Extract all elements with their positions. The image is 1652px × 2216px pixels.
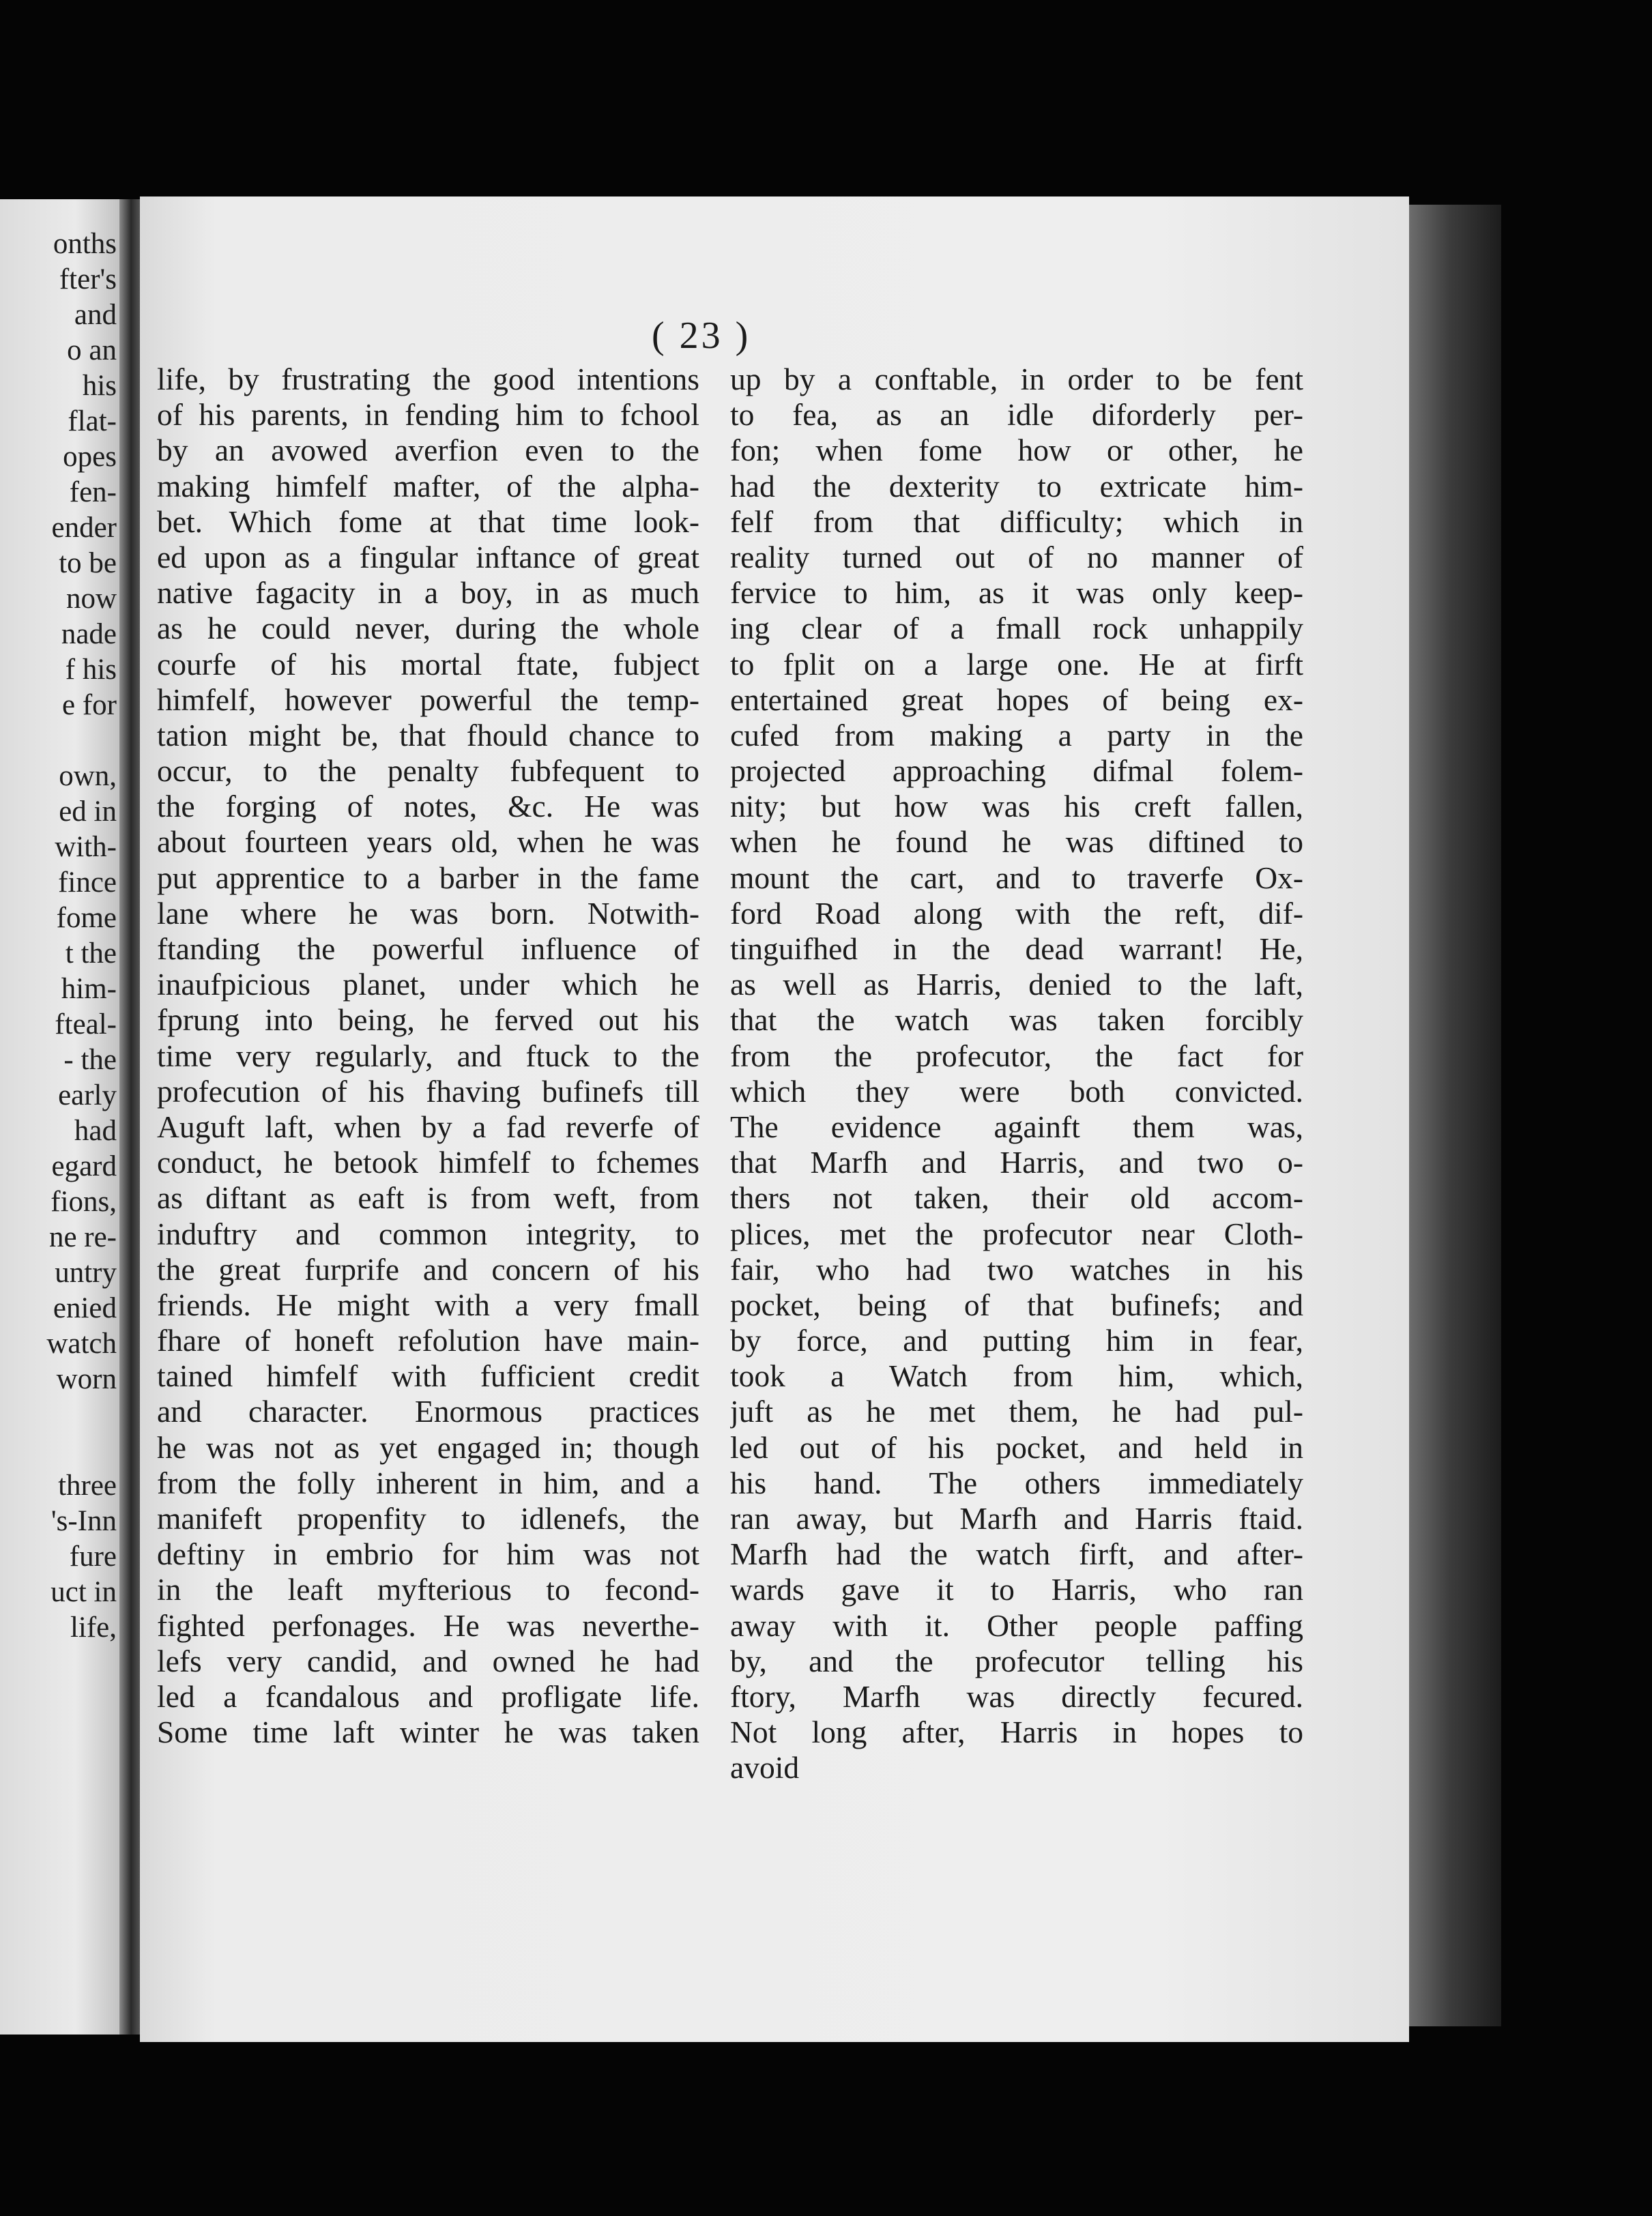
text-line: fair, who had two watches in his <box>730 1251 1303 1287</box>
page-fore-edge <box>1399 205 1501 2026</box>
text-line: mount the cart, and to traverfe Ox- <box>730 860 1303 895</box>
text-line: as he could never, during the whole <box>157 611 699 646</box>
text-line: tinguifhed in the dead warrant! He, <box>730 931 1303 966</box>
text-line: that the watch was taken forcibly <box>730 1002 1303 1038</box>
text-line: from the profecutor, the fact for <box>730 1038 1303 1073</box>
text-line: when he found he was diftined to <box>730 824 1303 860</box>
text-line: of his parents, in fending him to fchool <box>157 397 699 433</box>
text-line: reality turned out of no manner of <box>730 539 1303 574</box>
text-line: took a Watch from him, which, <box>730 1358 1303 1394</box>
text-line: fprung into being, he ferved out his <box>157 1002 699 1038</box>
text-line: Some time laft winter he was taken <box>157 1715 699 1750</box>
text-line: by force, and putting him in fear, <box>730 1323 1303 1358</box>
left-text-column <box>157 362 699 1750</box>
text-line: cufed from making a party in the <box>730 717 1303 753</box>
text-line: deftiny in embrio for him was not <box>157 1536 699 1572</box>
text-line: Auguft laft, when by a fad reverfe of <box>157 1109 699 1144</box>
text-line: bet. Which fome at that time look- <box>157 504 699 539</box>
text-line: ing clear of a fmall rock unhappily <box>730 611 1303 646</box>
text-line: tation might be, that fhould chance to <box>157 717 699 753</box>
text-line: pocket, being of that bufinefs; and <box>730 1287 1303 1322</box>
facing-page-text-fragments: onths fter's and o an his flat- opes fen- ender to be now nade f his e for own, ed in with- fince fome t the him- fteal- - the early had egard fions, ne re- untry enied watch worn three 's-Inn fure uct in life, <box>46 228 117 1644</box>
text-line: conduct, he betook himfelf to fchemes <box>157 1145 699 1180</box>
text-line: ftanding the powerful influence of <box>157 931 699 966</box>
text-line: fhare of honeft refolution have main- <box>157 1323 699 1358</box>
text-line: fon; when fome how or other, he <box>730 433 1303 468</box>
text-line: lefs very candid, and owned he had <box>157 1643 699 1678</box>
right-text-column <box>730 362 1303 1786</box>
text-line: by an avowed averfion even to the <box>157 433 699 468</box>
page-number: ( 23 ) <box>652 315 751 357</box>
text-line: thers not taken, their old accom- <box>730 1180 1303 1216</box>
text-line: as diftant as eaft is from weft, from <box>157 1180 699 1216</box>
text-line: the forging of notes, &c. He was <box>157 789 699 824</box>
text-line: profecution of his fhaving bufinefs till <box>157 1073 699 1109</box>
text-line: ran away, but Marfh and Harris ftaid. <box>730 1501 1303 1536</box>
text-line: put apprentice to a barber in the fame <box>157 860 699 895</box>
text-line: ftory, Marfh was directly fecured. <box>730 1678 1303 1714</box>
text-line: Not long after, Harris in hopes to <box>730 1715 1303 1750</box>
text-line: himfelf, however powerful the temp- <box>157 682 699 717</box>
text-line: had the dexterity to extricate him- <box>730 468 1303 504</box>
text-line: and character. Enormous practices <box>157 1394 699 1429</box>
text-line: by, and the profecutor telling his <box>730 1643 1303 1678</box>
text-line: up by a conftable, in order to be fent <box>730 362 1303 396</box>
text-line: nity; but how was his creft fallen, <box>730 789 1303 824</box>
text-line: occur, to the penalty fubfequent to <box>157 753 699 789</box>
text-line: he was not as yet engaged in; though <box>157 1429 699 1465</box>
text-line: ford Road along with the reft, dif- <box>730 895 1303 931</box>
text-line: away with it. Other people paffing <box>730 1607 1303 1643</box>
text-line: ed upon as a fingular inftance of great <box>157 539 699 574</box>
text-line: his hand. The others immediately <box>730 1465 1303 1500</box>
text-line: led a fcandalous and profligate life. <box>157 1678 699 1714</box>
text-line: felf from that difficulty; which in <box>730 504 1303 539</box>
text-line: in the leaft myfterious to fecond- <box>157 1572 699 1607</box>
text-line: juft as he met them, he had pul- <box>730 1394 1303 1429</box>
text-line: avoid <box>730 1750 800 1785</box>
text-line: making himfelf mafter, of the alpha- <box>157 468 699 504</box>
text-line: led out of his pocket, and held in <box>730 1429 1303 1465</box>
text-line: wards gave it to Harris, who ran <box>730 1572 1303 1607</box>
text-line: friends. He might with a very fmall <box>157 1287 699 1322</box>
text-line: plices, met the profecutor near Cloth- <box>730 1216 1303 1251</box>
text-line: The evidence againft them was, <box>730 1109 1303 1144</box>
text-line: that Marfh and Harris, and two o- <box>730 1145 1303 1180</box>
text-line: which they were both convicted. <box>730 1073 1303 1109</box>
text-line: lane where he was born. Notwith- <box>157 895 699 931</box>
text-line: courfe of his mortal ftate, fubject <box>157 646 699 682</box>
text-line: inaufpicious planet, under which he <box>157 967 699 1002</box>
text-line: to fplit on a large one. He at firft <box>730 646 1303 682</box>
text-line: manifeft propenfity to idlenefs, the <box>157 1501 699 1536</box>
text-line: projected approaching difmal folem- <box>730 753 1303 789</box>
text-line: from the folly inherent in him, and a <box>157 1465 699 1500</box>
text-line: the great furprife and concern of his <box>157 1251 699 1287</box>
text-line: Marfh had the watch firft, and after- <box>730 1536 1303 1572</box>
text-line: to fea, as an idle diforderly per- <box>730 397 1303 433</box>
text-line: fervice to him, as it was only keep- <box>730 575 1303 611</box>
text-line: time very regularly, and ftuck to the <box>157 1038 699 1073</box>
text-line: fighted perfonages. He was neverthe- <box>157 1607 699 1643</box>
text-line: entertained great hopes of being ex- <box>730 682 1303 717</box>
text-line: native fagacity in a boy, in as much <box>157 575 699 611</box>
text-line: life, by frustrating the good intentions <box>157 362 699 396</box>
text-line: as well as Harris, denied to the laft, <box>730 967 1303 1002</box>
text-line: tained himfelf with fufficient credit <box>157 1358 699 1394</box>
facing-page <box>0 199 126 2035</box>
text-line: induftry and common integrity, to <box>157 1216 699 1251</box>
text-line: about fourteen years old, when he was <box>157 824 699 860</box>
